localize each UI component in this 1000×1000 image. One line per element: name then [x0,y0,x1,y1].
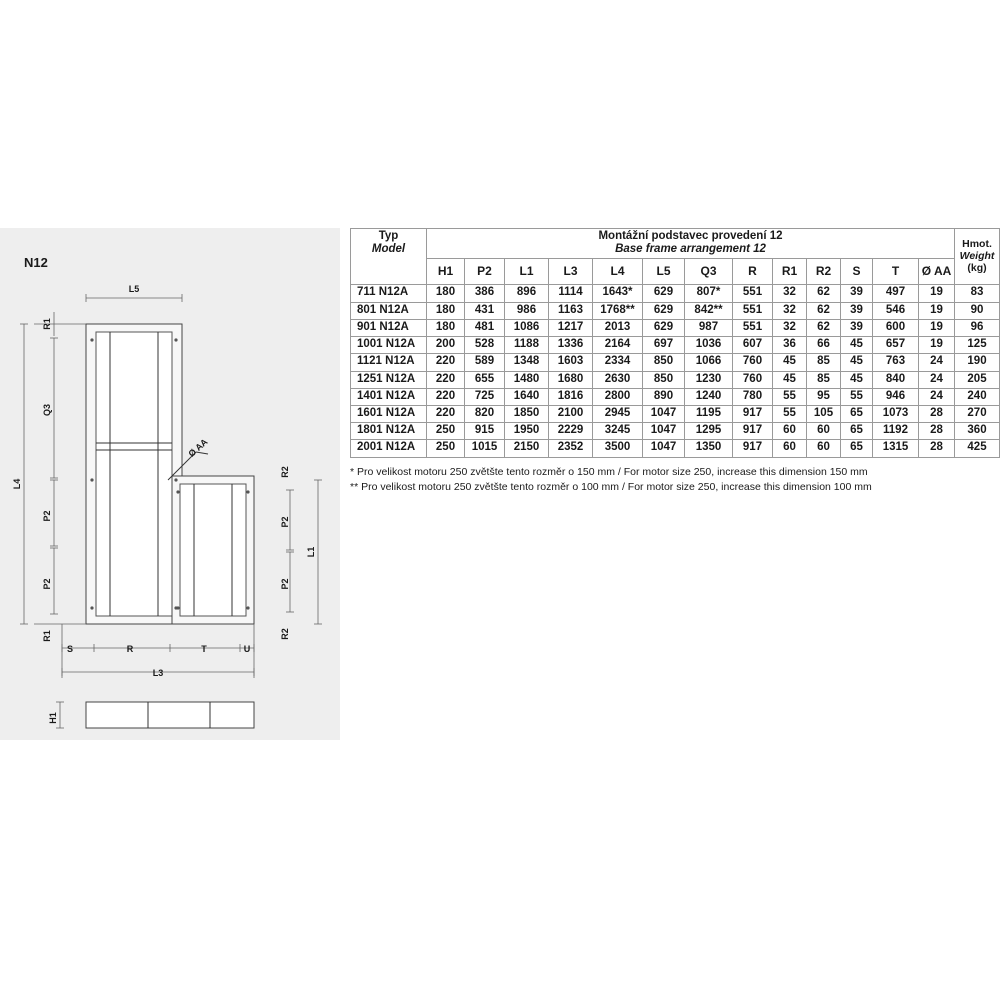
cell-value: 2013 [593,319,643,336]
cell-value: 1047 [643,440,685,457]
cell-value: 62 [807,319,841,336]
table-row [351,285,1000,302]
dim-label-l1: L1 [306,546,316,558]
table-row [351,388,1000,405]
column-header-aa: Ø AA [919,259,955,285]
cell-value: 917 [733,440,773,457]
cell-value: 629 [643,319,685,336]
cell-value: 1188 [505,337,549,354]
cell-value: 2164 [593,337,643,354]
cell-value: 629 [643,302,685,319]
cell-value: 220 [427,354,465,371]
dim-label-l3: L3 [152,668,164,678]
cell-value: 2352 [549,440,593,457]
column-header-l4: L4 [593,259,643,285]
footnote-2 [350,480,990,495]
cell-value: 105 [807,405,841,422]
cell-value: 3245 [593,423,643,440]
dimensions-table-panel [350,228,995,495]
header-model-label: Model [371,243,406,256]
dim-label-s: S [66,644,74,654]
cell-value: 55 [773,388,807,405]
cell-value: 220 [427,405,465,422]
dim-label-diameter-aa: Ø AA [186,436,210,459]
cell-value: 1816 [549,388,593,405]
table-row [351,354,1000,371]
cell-value: 1295 [685,423,733,440]
cell-value: 917 [733,423,773,440]
cell-value: 19 [919,337,955,354]
header-typ-label: Typ [378,230,399,242]
dim-label-l4: L4 [12,478,22,490]
cell-value: 36 [773,337,807,354]
base-frame-drawing [0,228,340,740]
cell-value: 250 [427,423,465,440]
cell-value: 657 [873,337,919,354]
column-header-s: S [841,259,873,285]
cell-value: 28 [919,423,955,440]
cell-model: 901 N12A [351,319,427,336]
dim-label-h1: H1 [48,712,58,724]
cell-value: 60 [807,423,841,440]
cell-value: 850 [643,371,685,388]
cell-weight: 190 [955,354,1000,371]
cell-value: 55 [773,405,807,422]
column-header-h1: H1 [427,259,465,285]
cell-value: 551 [733,302,773,319]
cell-value: 2229 [549,423,593,440]
footnote-1-text: * Pro velikost motoru 250 zvětšte tento rozměr o 150 mm / For motor size 250, increase this dimension 150 mm [350,465,868,478]
cell-model: 1401 N12A [351,388,427,405]
cell-value: 917 [733,405,773,422]
cell-value: 763 [873,354,919,371]
cell-weight: 83 [955,285,1000,302]
header-group-cs: Montážní podstavec provedení 12 [598,230,783,242]
cell-value: 60 [773,423,807,440]
cell-value: 19 [919,302,955,319]
cell-model: 2001 N12A [351,440,427,457]
table-row [351,405,1000,422]
cell-model: 1121 N12A [351,354,427,371]
table-header-group-row [351,229,1000,259]
cell-value: 95 [807,388,841,405]
cell-value: 1336 [549,337,593,354]
table-row [351,302,1000,319]
cell-weight: 125 [955,337,1000,354]
cell-value: 1480 [505,371,549,388]
cell-value: 607 [733,337,773,354]
cell-value: 85 [807,371,841,388]
cell-value: 180 [427,302,465,319]
cell-value: 24 [919,354,955,371]
table-row [351,371,1000,388]
cell-value: 200 [427,337,465,354]
dim-label-p2-b: P2 [42,578,52,590]
cell-value: 65 [841,423,873,440]
dim-label-p2-d: P2 [280,578,290,590]
cell-model: 1251 N12A [351,371,427,388]
cell-value: 85 [807,354,841,371]
footnote-1 [350,465,990,480]
cell-value: 65 [841,440,873,457]
table-header-columns-row [351,259,1000,285]
cell-value: 1643* [593,285,643,302]
dim-label-r2-top: R2 [280,466,290,478]
dim-label-r1-bottom: R1 [42,630,52,642]
header-weight-en: Weight [959,250,995,263]
cell-value: 431 [465,302,505,319]
cell-value: 1640 [505,388,549,405]
cell-value: 220 [427,388,465,405]
dim-label-r2-bottom: R2 [280,628,290,640]
cell-value: 760 [733,354,773,371]
cell-value: 3500 [593,440,643,457]
cell-value: 45 [773,354,807,371]
cell-value: 39 [841,285,873,302]
cell-value: 725 [465,388,505,405]
cell-value: 55 [841,388,873,405]
cell-value: 890 [643,388,685,405]
cell-value: 1230 [685,371,733,388]
cell-model: 1801 N12A [351,423,427,440]
cell-value: 45 [841,337,873,354]
cell-value: 1086 [505,319,549,336]
cell-value: 1195 [685,405,733,422]
cell-model: 801 N12A [351,302,427,319]
cell-value: 2100 [549,405,593,422]
cell-value: 497 [873,285,919,302]
cell-value: 2945 [593,405,643,422]
cell-value: 2334 [593,354,643,371]
cell-value: 1015 [465,440,505,457]
cell-value: 62 [807,302,841,319]
cell-model: 711 N12A [351,285,427,302]
dim-label-t: T [201,644,207,654]
cell-value: 32 [773,302,807,319]
cell-value: 1240 [685,388,733,405]
cell-value: 840 [873,371,919,388]
cell-value: 19 [919,319,955,336]
header-weight-cell [955,229,1000,285]
cell-value: 987 [685,319,733,336]
cell-weight: 240 [955,388,1000,405]
cell-value: 820 [465,405,505,422]
dim-label-r: R [126,644,134,654]
dim-label-p2-c: P2 [280,516,290,528]
table-row [351,423,1000,440]
cell-value: 2630 [593,371,643,388]
cell-value: 1163 [549,302,593,319]
cell-value: 39 [841,302,873,319]
cell-value: 60 [807,440,841,457]
cell-value: 589 [465,354,505,371]
cell-value: 896 [505,285,549,302]
cell-value: 60 [773,440,807,457]
cell-value: 45 [841,354,873,371]
cell-weight: 96 [955,319,1000,336]
cell-value: 780 [733,388,773,405]
cell-value: 65 [841,405,873,422]
cell-value: 946 [873,388,919,405]
dim-label-p2-a: P2 [42,510,52,522]
cell-model: 1001 N12A [351,337,427,354]
cell-value: 760 [733,371,773,388]
cell-value: 220 [427,371,465,388]
technical-drawing-panel [0,228,340,740]
dimensions-table [350,228,1000,458]
dim-label-l5: L5 [128,284,140,294]
cell-value: 24 [919,388,955,405]
cell-value: 1217 [549,319,593,336]
header-model-cell [351,229,427,285]
column-header-r2: R2 [807,259,841,285]
cell-value: 1036 [685,337,733,354]
cell-value: 19 [919,285,955,302]
cell-value: 45 [773,371,807,388]
cell-weight: 90 [955,302,1000,319]
cell-value: 62 [807,285,841,302]
column-header-r1: R1 [773,259,807,285]
column-header-q3: Q3 [685,259,733,285]
cell-value: 915 [465,423,505,440]
cell-value: 180 [427,319,465,336]
column-header-l5: L5 [643,259,685,285]
cell-value: 1073 [873,405,919,422]
cell-value: 24 [919,371,955,388]
table-body [351,285,1000,457]
cell-value: 2800 [593,388,643,405]
cell-value: 629 [643,285,685,302]
cell-value: 1047 [643,405,685,422]
cell-value: 1603 [549,354,593,371]
cell-value: 842** [685,302,733,319]
cell-value: 28 [919,440,955,457]
table-footnotes [350,465,990,495]
cell-value: 250 [427,440,465,457]
cell-value: 1950 [505,423,549,440]
cell-value: 1114 [549,285,593,302]
cell-value: 1348 [505,354,549,371]
cell-value: 986 [505,302,549,319]
cell-value: 2150 [505,440,549,457]
footnote-2-text: ** Pro velikost motoru 250 zvětšte tento rozměr o 100 mm / For motor size 250, increase this dimension 100 mm [350,480,872,493]
table-row [351,319,1000,336]
cell-value: 1315 [873,440,919,457]
column-header-l3: L3 [549,259,593,285]
column-header-l1: L1 [505,259,549,285]
cell-value: 551 [733,285,773,302]
cell-value: 45 [841,371,873,388]
cell-value: 546 [873,302,919,319]
cell-value: 386 [465,285,505,302]
cell-value: 1850 [505,405,549,422]
cell-value: 481 [465,319,505,336]
header-group-en: Base frame arrangement 12 [615,243,766,256]
cell-value: 551 [733,319,773,336]
cell-value: 655 [465,371,505,388]
dim-label-u: U [243,644,251,654]
header-weight-unit: (kg) [967,262,987,275]
cell-value: 1192 [873,423,919,440]
cell-value: 39 [841,319,873,336]
table-row [351,440,1000,457]
cell-value: 1768** [593,302,643,319]
dim-label-r1-top: R1 [42,318,52,330]
header-weight-cs: Hmot. [962,238,992,251]
column-header-t: T [873,259,919,285]
cell-weight: 360 [955,423,1000,440]
cell-model: 1601 N12A [351,405,427,422]
header-group-cell [427,229,955,259]
cell-value: 697 [643,337,685,354]
cell-value: 66 [807,337,841,354]
dim-label-q3: Q3 [42,403,52,417]
cell-value: 528 [465,337,505,354]
drawing-title: N12 [24,255,48,270]
cell-value: 1066 [685,354,733,371]
cell-value: 28 [919,405,955,422]
cell-value: 32 [773,319,807,336]
cell-value: 807* [685,285,733,302]
cell-value: 1047 [643,423,685,440]
cell-value: 600 [873,319,919,336]
cell-value: 1680 [549,371,593,388]
column-header-p2: P2 [465,259,505,285]
table-row [351,337,1000,354]
cell-value: 180 [427,285,465,302]
cell-weight: 205 [955,371,1000,388]
cell-value: 850 [643,354,685,371]
cell-weight: 425 [955,440,1000,457]
cell-value: 32 [773,285,807,302]
cell-value: 1350 [685,440,733,457]
cell-weight: 270 [955,405,1000,422]
column-header-r: R [733,259,773,285]
